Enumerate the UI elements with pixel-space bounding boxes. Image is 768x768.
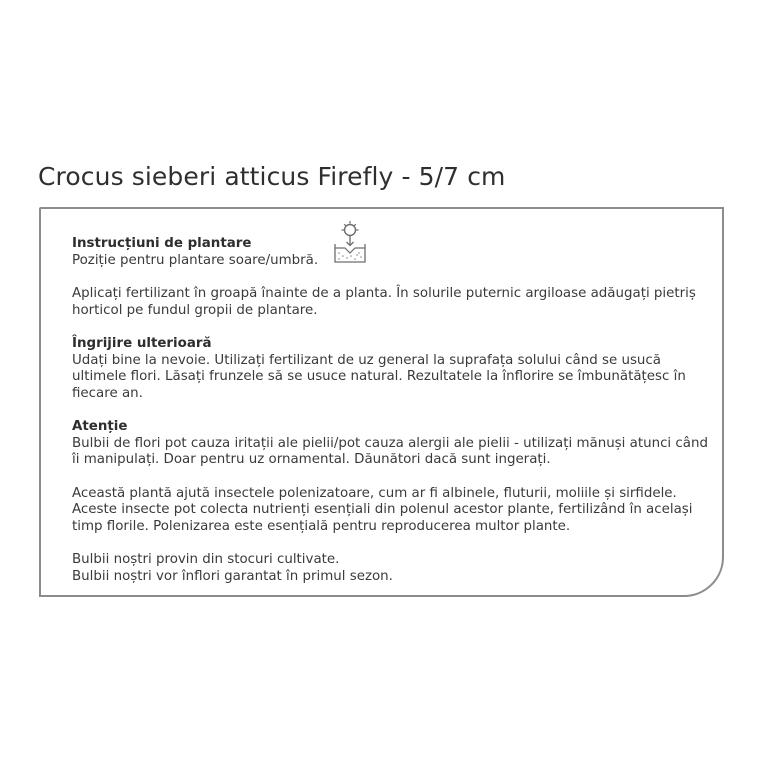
care-text: Udați bine la nevoie. Utilizați fertilizant de uz general la suprafața solului când se usucă ultimele flori. Lăsați frunzele să se usuce natural. Rezultatele la înflorire se îmbunătățesc în fiecare an. bbox=[72, 352, 686, 401]
planting-position-text: Poziție pentru plantare soare/umbră. bbox=[72, 252, 319, 268]
planting-heading: Instrucțiuni de plantare bbox=[72, 236, 252, 251]
pollinators-line: Această plantă ajută insectele polenizatoare, cum ar fi albinele, fluturii, moliile și sirfidele. bbox=[72, 485, 677, 501]
instructions-content bbox=[72, 236, 712, 585]
pollinators-text: Aceste insecte pot colecta nutrienți esențiali din polenul acestor plante, fertilizând în același timp florile. Polenizarea este esențială pentru reproducerea multor plante. bbox=[72, 502, 693, 534]
warning-heading: Atenție bbox=[72, 419, 128, 434]
page-title: Crocus sieberi atticus Firefly - 5/7 cm bbox=[38, 162, 506, 191]
origin-line-2: Bulbii noștri vor înflori garantat în primul sezon. bbox=[72, 568, 393, 584]
care-heading: Îngrijire ulterioară bbox=[72, 336, 212, 351]
warning-text: Bulbii de flori pot cauza iritații ale pielii/pot cauza alergii ale pielii - utilizați mănuși atunci când îi manipulați. Doar pentru uz ornamental. Dăunători dacă sunt ingerați. bbox=[72, 435, 708, 467]
origin-line-1: Bulbii noștri provin din stocuri cultivate. bbox=[72, 552, 340, 567]
planting-text: Aplicați fertilizant în groapă înainte de a planta. În solurile puternic argiloase adăugați pietriș horticol pe fundul gropii de plantare. bbox=[72, 286, 696, 318]
